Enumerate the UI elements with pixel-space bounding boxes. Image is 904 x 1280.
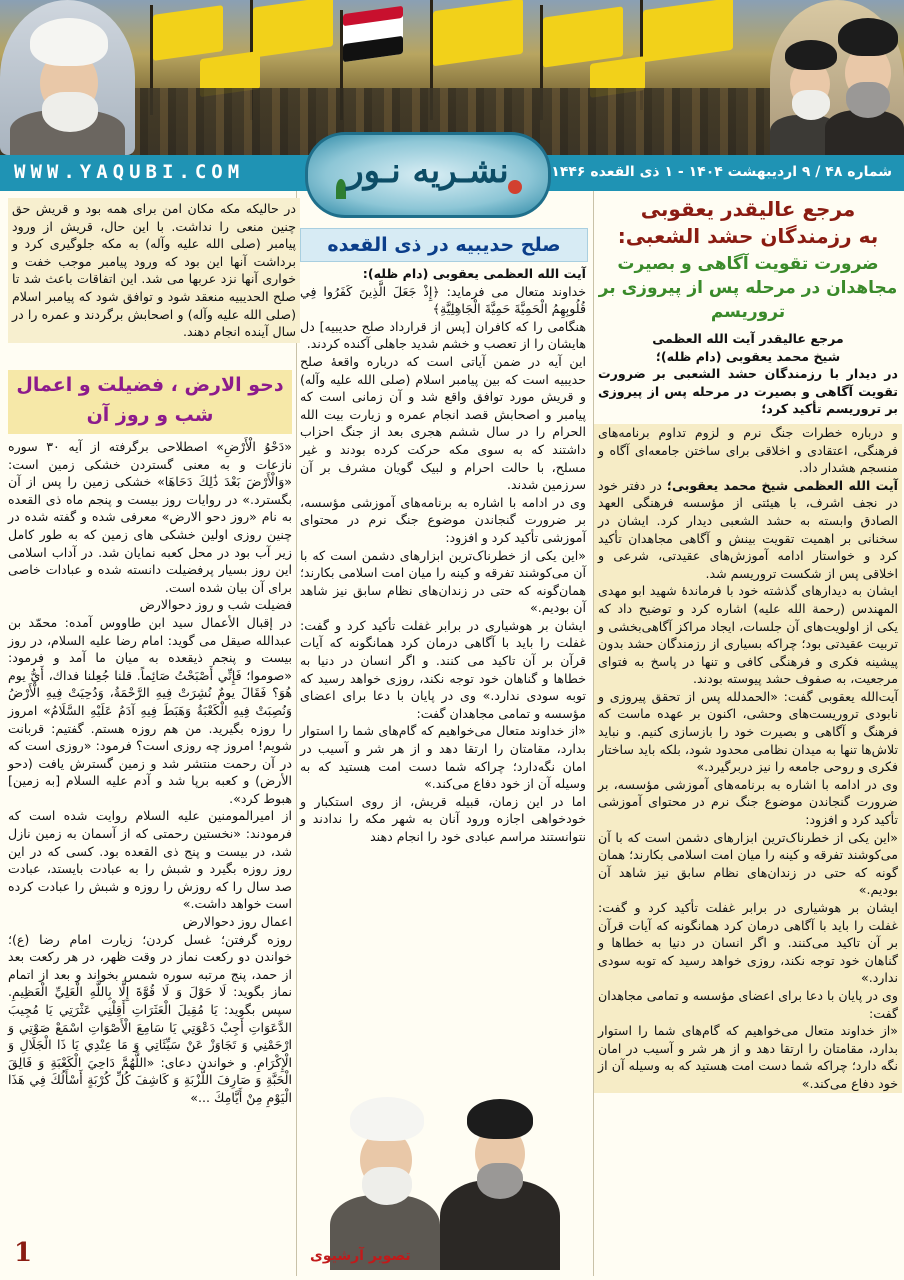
paragraph: ایشان به دیدارهای گذشته خود با فرماندهٔ شهید ابو مهدی المهندس (رحمة الله علیه) اشاره کرد و توضیح داد که یکی از اولویت‌های آن جلسات، ایجاد مراکز آگاهی‌بخشی و تربیت عقیدتی بود؛ چراکه بسیاری از رزمندگان حشد بدون پیشینه فکری و فرهنگی کافی و تنها در پاسخ به فتوای مرجعیت، به صفوف حشد پیوسته بودند. [598,583,898,687]
paragraph: اما در این زمان، قبیله قریش، از روی استکبار و خودخواهی اجازه ورود آنان به شهر مکه را ندادند و نتوانستند مراسم عبادی خود را انجام دهند [300,793,586,844]
newsletter-logo [305,132,551,218]
column-divider [296,191,297,1276]
paragraph-lead: آیت الله العظمی شیخ محمد یعقوبی؛ [666,477,898,493]
article-title: صلح حدیبیه در ذی القعده [300,228,588,262]
paragraph: هنگامی را که کافران [پس از قرارداد صلح حدیبیه] دل هایشان را از تعصب و خشم شدید جاهلی آکنده کردند. [300,318,586,352]
paragraph: از امیرالمومنین علیه السلام روایت شده است که فرمودند: «نخستین رحمتی که از آسمان به زمین نازل شد، در بیست و پنج ذی القعده بود. کسی که در این روز روزه بگیرد و شبش را به عبادت بایستد، عبادت صد سال را که روزش را روزه و شبش را عبادت کرده است خواهد داشت.» [8,808,292,912]
paragraph: «دَحْوُ الْأَرْضِ» اصطلاحی برگرفته از آیه ۳۰ سوره نازعات و به معنی گستردن خشکی زمین است: «وَالْأَرْضَ بَعْدَ ذَٰلِكَ دَحَاهَا» خشکی زمین را پس از آن بگسترد.» در روایات روز بیست و پنجم ماه ذی القعده به نام «روز دحو الارض» معرفی شده و گفته شده در چنین روزی اولین خشکی های زمین که به طور کامل زیر آب بود در محل کعبه نمایان شد. در آداب اسلامی این روز بسیار پرفضیلت دانسته شده و عبادات خاصی برای آن بیان شده است. [8,439,292,595]
white-turban [30,18,108,66]
paragraph: «این یکی از خطرناک‌ترین ابزارهای دشمن است که با آن می‌کوشند تفرقه و کینه را میان امت اسلامی بکارند؛ همان‌گونه که حتی در زندان‌های نظام سابق نیز شاهد آن بودیم.» [300,547,586,616]
article-subtitle: ضرورت تقویت آگاهی و بصیرت مجاهدان در مرحله پس از پیروزی بر تروریسم [598,254,898,322]
flag [153,5,223,61]
section-heading: فضیلت شب و روز دحوالارض [139,597,292,613]
black-turban [838,18,898,56]
paragraph [598,477,898,583]
article-title: دحو الارض ، فضیلت و اعمال شب و روز آن [8,370,292,434]
article-right [598,196,898,1093]
byline: مرجع عالیقدر آیت الله العظمی [652,331,844,346]
paragraph: ایشان بر هوشیاری در برابر غفلت تأکید کرد و گفت: غفلت را باید با آگاهی درمان کرد همانگونه که آیات قرآن بر آن تاکید می‌کنند. و اگر انسان در دنیا به خطاها و گناهان خود توجه نکند، روزی خواهد رسید که توبه سودی ندارد.» [598,900,898,986]
archive-photo [300,1085,590,1270]
beard [362,1167,412,1205]
byline: شیخ محمد یعقوبی (دام ظله)؛ [655,348,841,364]
website-url[interactable]: WWW.YAQUBI.COM [14,161,245,183]
paragraph: «از خداوند متعال می‌خواهیم که گام‌های شما را استوار بدارد، مقامتان را ارتقا دهد و از هر شر و آسیب در امان نگه دارد؛ چراکه شما دست امت هستید که به وسیله آن از خود دفاع می‌کند.» [598,1023,898,1091]
section-heading: اعمال روز دحوالارض [182,914,292,930]
byline: آیت الله العظمی یعقوبی (دام ظله): [362,266,586,281]
flag [253,0,333,58]
black-turban [467,1099,533,1139]
paragraph: وی در ادامه با اشاره به برنامه‌های آموزشی مؤسسه، بر ضرورت گنجاندن موضوع جنگ نرم در محتوای آموزشی تأکید کرد و افزود: [598,776,898,828]
beard [792,90,830,120]
paragraph: ایشان بر هوشیاری در برابر غفلت تأکید کرد و گفت: غفلت را باید با آگاهی درمان کرد همانگونه که آیات قرآن بر آن تاکید می کنند. و اگر انسان در دنیا به خطاها و گناهان خود توجه نکند، روزی خواهد رسید که توبه سودی ندارد.» وی در پایان با دعا برای اعضای مؤسسه و تمامی مجاهدان گفت: [300,617,586,721]
article-title-line1: مرجع عالیقدر یعقوبی [640,197,856,221]
paragraph: وی در ادامه با اشاره به برنامه‌های آموزشی مؤسسه، بر ضرورت گنجاندن موضوع جنگ نرم در محتوای آموزشی تأکید کرد و افزود: [300,494,586,545]
paragraph: این آیه در ضمن آیاتی است که درباره واقعهٔ صلح حدیبیه است که بین پیامبر اسلام (صلی الله علیه وآله) و قریش مورد توافق واقع شد و آن زمانی است که پیامبر و اصحابش قصد انجام عمره و زیارت بیت الله الحرام را در سال ششم هجری بعد از جنگ احزاب داشتند که به سوی مکه حرکت کرده بودند و غیر مسلح، با حالت احرام و لبیک گویان مشرف بر آن سرزمین شدند. [300,353,586,493]
flag [543,6,623,67]
paragraph: وی در پایان با دعا برای اعضای مؤسسه و تمامی مجاهدان گفت: [598,987,898,1021]
paragraph: روزه گرفتن؛ غسل کردن؛ زیارت امام رضا (ع)؛ خواندن دو رکعت نماز در وقت ظهر، در هر رکعت بعد از حمد، پنج مرتبه سوره شمس بخواند و بعد از اتمام نماز بگوید: لَا حَوْلَ وَ لَا قُوَّةَ إِلَّا بِاللَّهِ الْعَلِيِّ الْعَظِيمِ. سپس بگوید: يَا مُقِيلَ الْعَثَرَاتِ أَقِلْنِي عَثْرَتِي يَا مُجِيبَ الدَّعَوَاتِ أَجِبْ دَعْوَتِي يَا سَامِعَ الْأَصْوَاتِ اسْمَعْ صَوْتِي وَ ارْحَمْنِي وَ تَجَاوَزْ عَنْ سَيِّئَاتِي وَ مَا عِنْدِي يَا ذَا الْجَلَالِ وَ الْإِكْرَامِ. و خواندن دعای: «اللَّهُمَّ دَاحِيَ الْكَعْبَةِ وَ فَالِقَ الْحَبَّةِ وَ صَارِفَ اللَّزْبَةِ وَ كَاشِفَ كُلِّ كُرْبَةٍ أَسْأَلُكَ فِي هَذَا الْيَوْمِ مِنْ أَيَّامِكَ ...» [8,931,292,1105]
beard [846,82,890,118]
article-title-line2: به رزمندگان حشد الشعبی: [617,224,879,248]
paragraph: و درباره خطرات جنگ نرم و لزوم تداوم برنامه‌های فرهنگی، اعتقادی و اخلاقی برای ساختن جامعه‌ای آگاه و منسجم هشدار داد. [598,424,898,476]
white-turban [350,1097,424,1141]
black-turban [785,40,837,70]
photo-caption: تصویر آرشیوی [310,1248,411,1264]
flag [433,0,523,66]
logo-text: نشـریه نـور [347,151,509,191]
lead-paragraph: در دیدار با رزمندگان حشد الشعبی بر ضرورت تقویت آگاهی و بصیرت در مرحله پس از پیروزی بر تروریسم تأکید کرد؛ [598,366,898,417]
flag [643,0,733,62]
paragraph: «این یکی از خطرناک‌ترین ابزارهای دشمن است که با آن می‌کوشند تفرقه و کینه را میان امت اسلامی بکارند؛ همان گونه که حتی در زندان‌های نظام سابق نیز شاهد آن بودیم.» [598,829,898,898]
paragraph: در حالیکه مکه مکان امن برای همه بود و قریش حق چنین منعی را نداشت. با این حال، قریش از ورود پیامبر (صلی الله علیه وآله) به مکه جلوگیری کرد و برداشت آنها این بود که ورود پیامبر موجب خفت و خواری آنها نزد عربها می شد. این اتفاقات باعث شد تا صلح الحدیبیه منعقد شود و توافق شود که پیامبر اسلام (صلی الله علیه وآله) و اصحابش برگردند و عمره را در سال آینده انجام دهند. [12,201,296,340]
article-left [8,438,292,1107]
beard [42,92,98,132]
article-continuation [8,198,300,343]
paragraph-text: در دفتر خود در نجف اشرف، با هیئتی از مؤسسه فرهنگی العهد الصادق وابسته به حشد الشعبی دیدار کرد. ایشان در سخنانی بر اهمیت تقویت بینش و آگاهی مجاهدان تأکید کرد و خواستار ادامه آموزش‌های عقیدتی، شرعی و اخلاقی پس از شکست تروریسم شد. [598,477,898,581]
article-body [594,424,902,1093]
paragraph: خداوند متعال می فرماید: ﴿إِذْ جَعَلَ الَّذِينَ كَفَرُوا فِي قُلُوبِهِمُ الْحَمِيَّةَ حَمِيَّةَ الْجَاهِلِيَّةِ﴾ [300,283,586,317]
issue-info: شماره ۴۸ / ۹ اردیبهشت ۱۴۰۴ - ۱ ذی القعده ۱۴۴۶ [551,164,892,180]
page-number: 1 [14,1238,33,1268]
article-middle [300,265,586,846]
beard [477,1163,523,1199]
paragraph: در إقبال الأعمال سید ابن طاووس آمده: محمّد بن عبدالله صیقل می گوید: امام رضا علیه السلام، در روز بیست و پنجم ذیقعده به میان ما آمد و فرمود: «صوموا؛ فَإِنِّي أَصْبَحْتُ صَائِماً. قلنا جُعِلنا فداك، أَيُّ يوم هُوَ؟ فَقَالَ يومٌ نُشِرَتْ فِيهِ الرَّحْمَةُ، وَدُحِيَتْ فِيهِ الْأَرْضُ وَنُصِبَتْ فِيهِ الْكَعْبَةُ وَهَبَطَ فِيهِ آدَمُ عَلَيْهِ السَّلَامُ» امروز را روزه بگیرید. من هم روزه هستم. گفتیم: قربانت شویم! امروز چه روزی است؟ فرمود: «روزی است که در آن رحمت منتشر شد و زمین گسترش یافت (دحو الأرض) و کعبه برپا شد و آدم علیه السلام [به زمین] هبوط کرد». [8,614,292,806]
paragraph: آیت‌الله یعقوبی گفت: «الحمدلله پس از تحقق پیروزی و نابودی تروریست‌های وحشی، اکنون بر عهده ماست که فرهنگ و آگاهی و بصیرت خود را بازسازی کنیم. و نباید تلاش‌ها تنها به میدان نظامی محدود شود، بلکه باید ساختار فکری و روحی جامعه را نیز دربرگیرد.» [598,688,898,775]
paragraph: «از خداوند متعال می‌خواهیم که گام‌های شما را استوار بدارد، مقامتان را ارتقا دهد و از هر شر و آسیب در امان نگه‌دارد؛ چراکه شما دست امت هستید که به وسیله آن از خود دفاع می‌کند.» [300,723,586,792]
